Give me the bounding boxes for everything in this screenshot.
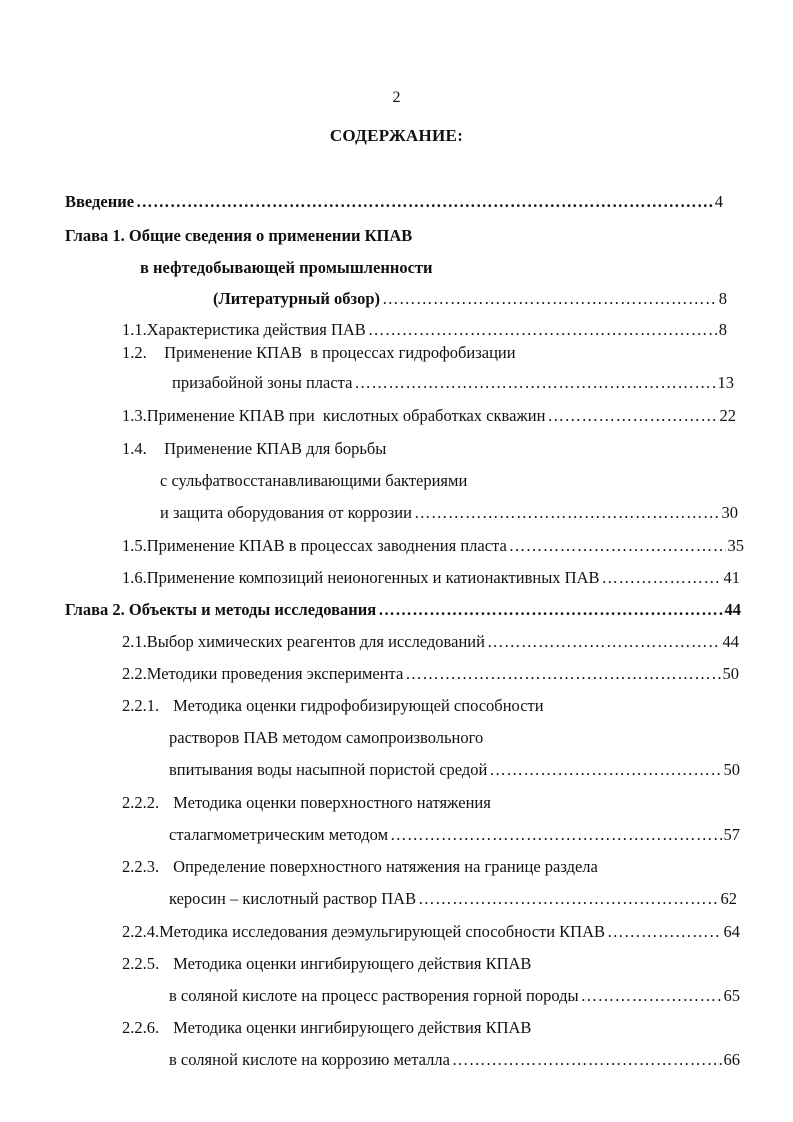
toc-entry-1-3 <box>122 406 736 426</box>
dot-leader <box>489 760 721 780</box>
toc-page-number: 30 <box>721 503 738 522</box>
dot-leader <box>602 568 722 588</box>
toc-page-number: 44 <box>724 600 741 619</box>
toc-entry-text: Применение КПАВ в процессах гидрофобизации <box>164 343 516 362</box>
toc-entry-text: Методика оценки ингибирующего действия КПАВ <box>173 954 532 973</box>
toc-entry-text: Применение КПАВ в процессах заводнения пласта <box>146 536 507 555</box>
toc-section-number: 1.1. <box>122 320 147 339</box>
toc-entry-1-2-line2 <box>172 373 734 393</box>
toc-entry-text: Определение поверхностного натяжения на границе раздела <box>173 857 598 876</box>
dot-leader <box>414 503 720 523</box>
toc-entry-2-2-5-line2 <box>169 986 740 1006</box>
toc-section-number: 2.2. <box>122 664 147 683</box>
toc-entry-1-6 <box>122 568 740 588</box>
toc-page-number: 64 <box>723 922 740 941</box>
toc-entry-text: призабойной зоны пласта <box>172 373 353 392</box>
toc-entry-text: Применение КПАВ при кислотных обработках скважин <box>146 406 546 425</box>
toc-page-number: 13 <box>717 373 734 392</box>
toc-section-number: 2.2.1. <box>122 696 160 715</box>
toc-entry-text: впитывания воды насыпной пористой средой <box>169 760 488 779</box>
dot-leader <box>136 192 713 212</box>
toc-page-number: 66 <box>723 1050 740 1069</box>
toc-chapter2 <box>65 600 741 620</box>
dot-leader <box>452 1050 722 1070</box>
toc-entry-2-2-4 <box>122 922 740 942</box>
toc-chapter1-line3 <box>213 289 727 309</box>
toc-entry-1-4-line1 <box>122 439 386 459</box>
toc-entry-text: Глава 2. Объекты и методы исследования <box>65 600 377 619</box>
dot-leader <box>382 289 717 309</box>
toc-section-number: 2.1. <box>122 632 147 651</box>
dot-leader <box>405 664 720 684</box>
toc-section-number: 1.4. <box>122 439 147 458</box>
toc-entry-2-2-1-line3 <box>169 760 740 780</box>
toc-entry-2-2-6-line1 <box>122 1018 531 1038</box>
dot-leader <box>354 373 715 393</box>
dot-leader <box>607 922 721 942</box>
dot-leader <box>547 406 717 426</box>
toc-entry-2-1 <box>122 632 739 652</box>
toc-page-number: 8 <box>718 320 727 339</box>
toc-entry-text: Методика оценки ингибирующего действия КПАВ <box>173 1018 532 1037</box>
toc-entry-2-2-2-line2 <box>169 825 740 845</box>
toc-section-number: 1.3. <box>122 406 147 425</box>
toc-entry-text: в соляной кислоте на коррозию металла <box>169 1050 450 1069</box>
toc-entry-2-2-3-line1 <box>122 857 598 877</box>
toc-entry-text: Применение КПАВ для борьбы <box>164 439 387 458</box>
page-title: СОДЕРЖАНИЕ: <box>329 126 464 145</box>
toc-section-number: 1.5. <box>122 536 147 555</box>
toc-entry-text: Характеристика действия ПАВ <box>146 320 366 339</box>
toc-entry-1-1 <box>122 320 727 340</box>
dot-leader <box>418 889 718 909</box>
toc-entry-text: (Литературный обзор) <box>213 289 381 308</box>
toc-entry-text: Методика исследования деэмульгирующей способности КПАВ <box>159 922 606 941</box>
toc-page-number: 62 <box>720 889 737 908</box>
toc-section-number: 2.2.6. <box>122 1018 160 1037</box>
toc-entry-2-2-3-line2 <box>169 889 737 909</box>
toc-page-number: 35 <box>727 536 744 555</box>
toc-entry-1-4-line2: с сульфатвосстанавливающими бактериями <box>160 471 468 490</box>
toc-page-number: 65 <box>723 986 740 1005</box>
toc-section-number: 2.2.2. <box>122 793 160 812</box>
toc-entry-text: Введение <box>65 192 135 211</box>
toc-chapter1-line2: в нефтедобывающей промышленности <box>140 258 433 277</box>
dot-leader <box>390 825 721 845</box>
dot-leader <box>581 986 722 1006</box>
dot-leader <box>487 632 721 652</box>
toc-page-number: 4 <box>714 192 723 211</box>
toc-page-number: 44 <box>722 632 739 651</box>
toc-entry-text: сталагмометрическим методом <box>169 825 389 844</box>
toc-entry-intro <box>65 192 723 212</box>
toc-section-number: 2.2.4. <box>122 922 160 941</box>
toc-page-number: 41 <box>723 568 740 587</box>
toc-section-number: 2.2.3. <box>122 857 160 876</box>
toc-entry-text: и защита оборудования от коррозии <box>160 503 412 522</box>
toc-entry-2-2 <box>122 664 739 684</box>
toc-section-number: 1.2. <box>122 343 147 362</box>
dot-leader <box>509 536 726 556</box>
toc-chapter1-line1: Глава 1. Общие сведения о применении КПАВ <box>65 226 413 245</box>
toc-entry-1-5 <box>122 536 744 556</box>
toc-entry-text: Методики проведения эксперимента <box>146 664 404 683</box>
toc-entry-text: в соляной кислоте на процесс растворения горной породы <box>169 986 579 1005</box>
toc-entry-text: Методика оценки гидрофобизирующей способности <box>173 696 544 715</box>
toc-page-number: 57 <box>723 825 740 844</box>
toc-entry-1-4-line3 <box>160 503 738 523</box>
toc-section-number: 1.6. <box>122 568 147 587</box>
toc-section-number: 2.2.5. <box>122 954 160 973</box>
toc-entry-1-2-line1 <box>122 343 516 363</box>
toc-entry-2-2-6-line2 <box>169 1050 740 1070</box>
toc-entry-text: Применение композиций неионогенных и катионактивных ПАВ <box>146 568 600 587</box>
toc-page-number: 22 <box>719 406 736 425</box>
toc-entry-2-2-1-line2: растворов ПАВ методом самопроизвольного <box>169 728 484 747</box>
toc-entry-text: Методика оценки поверхностного натяжения <box>173 793 491 812</box>
toc-entry-2-2-1-line1 <box>122 696 544 716</box>
toc-entry-text: Выбор химических реагентов для исследований <box>146 632 485 651</box>
toc-page-number: 50 <box>723 760 740 779</box>
dot-leader <box>368 320 717 340</box>
page-number: 2 <box>392 89 401 106</box>
dot-leader <box>378 600 722 620</box>
toc-entry-text: керосин – кислотный раствор ПАВ <box>169 889 417 908</box>
toc-entry-2-2-5-line1 <box>122 954 531 974</box>
toc-page-number: 50 <box>722 664 739 683</box>
toc-page-number: 8 <box>718 289 727 308</box>
toc-entry-2-2-2-line1 <box>122 793 491 813</box>
